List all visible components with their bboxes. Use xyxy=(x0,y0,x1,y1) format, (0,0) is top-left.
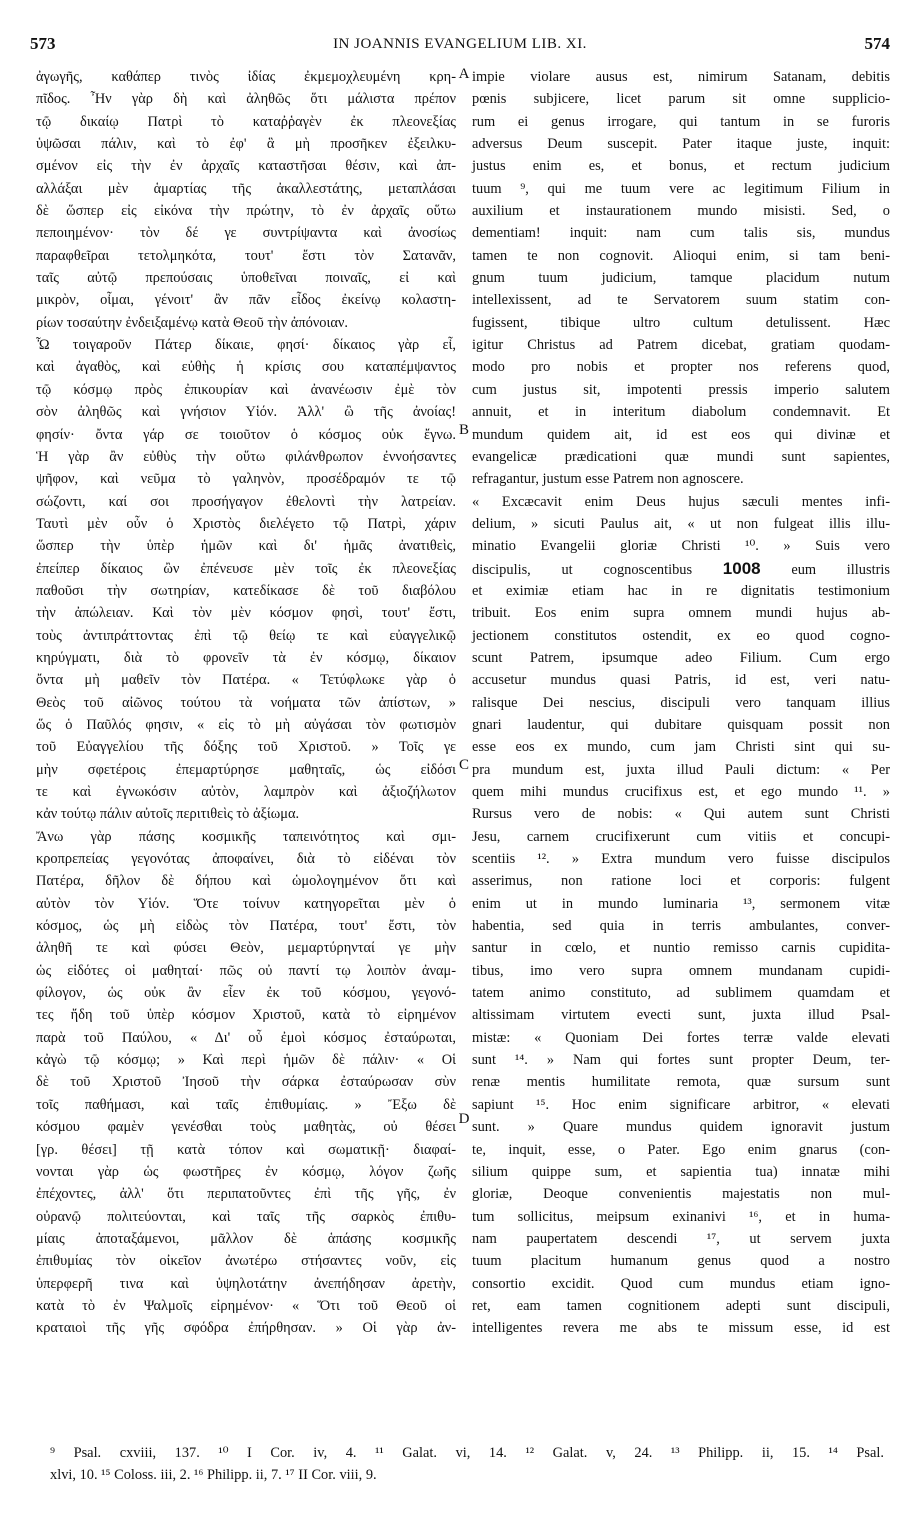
text-line: τὴν ἀπώλειαν. Καὶ τὸν μὲν κόσμον φησὶ, τουτ' ἔστι, xyxy=(36,605,456,622)
text-line: refragantur, justum esse Patrem non agnoscere. xyxy=(472,471,744,488)
text-line: igitur Christus ad Patrem dicebat, gratiam quodam- xyxy=(472,337,890,354)
text-line: ἐπιθυμίας τὸν οἰκεῖον ἀνωτέρω στήσαντες νοῦν, εἰς xyxy=(36,1253,456,1270)
text-line: σώζοντι, καί σοι προσήγαγον ἐθελοντὶ τὴν λατρείαν. xyxy=(36,493,456,510)
text-line: φίλογον, ὡς οὐκ ἂν εἶεν ἐκ τοῦ κόσμου, γεγονό- xyxy=(36,985,456,1002)
text-line: auxilium et instaurationem mundo misisti. Sed, o xyxy=(472,203,890,220)
text-line: sunt. » Quare mundus quidem ignoravit justum xyxy=(472,1119,890,1136)
text-line: παραφθεῖραι τετολμηκότα, τουτ' ἔστι τὸν Σατανᾶν, xyxy=(36,247,456,264)
text-line: κόσμου φαμὲν γενέσθαι τοὺς μαθητὰς, οὐ θέσει xyxy=(36,1119,456,1136)
text-line: gnum tuum judicium, tamque placidum nutum xyxy=(472,270,890,287)
text-line: intellexissent, ad te Servatorem suum statim con- xyxy=(472,292,890,309)
text-line: ταῖς αὐτῷ πρεπούσαις ὑποθεῖναι ποιναῖς, εἰ καὶ xyxy=(36,270,456,287)
text-line: τοῖς παθήμασι, καὶ ταῖς ἐπιθυμίαις. » Ἔξω δὲ xyxy=(36,1096,456,1113)
text-line: πῖδος. Ἦν γὰρ δὴ καὶ ἀληθῶς ὅτι μάλιστα πρέπον xyxy=(36,91,456,108)
text-line: κἀγὼ τῷ κόσμῳ; » Καὶ περὶ ἡμῶν δὲ πάλιν· « Οἱ xyxy=(36,1052,456,1069)
text-line: tribuit. Eos enim supra omnem mundi hujus ab- xyxy=(472,605,890,622)
text-line: mundum quidem ait, id est eos qui divinæ et xyxy=(472,426,890,443)
text-line: mistæ: « Quoniam Dei fortes terræ valde elevati xyxy=(472,1029,890,1046)
text-line: nam paupertatem descendi ¹⁷, ut servem juxta xyxy=(472,1230,890,1247)
text-line: altissimam virtutem evecti sunt, juxta illud Psal- xyxy=(472,1007,890,1024)
text-line: οὐρανῷ πολιτεύονται, καὶ ταῖς τῆς σαρκὸς ἐπιθυ- xyxy=(36,1208,456,1225)
text-line: ὡς εἰδότες οἱ μαθηταί· πῶς οὐ παντί τῳ λοιπὸν ἀναμ- xyxy=(36,962,456,979)
text-line: delium, » sicuti Paulus ait, « ut non fulgeat illis illu- xyxy=(472,515,890,532)
text-line: ὄντα μὴ μαθεῖν τὸν Πατέρα. « Τετύφλωκε γὰρ ὁ xyxy=(36,672,456,689)
text-line: scunt Patrem, ipsumque adeo Filium. Cum ergo xyxy=(472,649,890,666)
text-line: enim ut in mundo luminaria ¹³, sermonem vitæ xyxy=(472,895,890,912)
text-line: Ἄνω γὰρ πάσης κοσμικῆς ταπεινότητος καὶ σμι- xyxy=(36,828,456,845)
text-line: [γρ. θέσει] τῇ κατὰ τόπον καὶ σωματικῇ· διαφαί- xyxy=(36,1141,456,1158)
text-line: silium quippe sum, et sapientia tua) innatæ mihi xyxy=(472,1163,890,1180)
text-line: τοῦ Εὐαγγελίου τῆς δόξης τοῦ Χριστοῦ. » Τοῖς γε xyxy=(36,739,456,756)
text-line: αὐτὸν τὸν Υἱόν. Ὅτε τοίνυν κατηγορεῖται μὲν ὁ xyxy=(36,895,456,912)
text-line: te, inquit, esse, o Pater. Ego enim gnarus (con- xyxy=(472,1141,890,1158)
text-line: ὑπερφερῆ τινα καὶ ὑψηλοτάτην ἀνεπήδησαν ἀρετὴν, xyxy=(36,1275,456,1292)
text-line: ψῆφον, καὶ νεῦμα τὸ γαληνὸν, προσέδραμόν τε τῷ xyxy=(36,471,456,488)
text-line: ὥς ὁ Παῦλός φησιν, « εἰς τὸ μὴ αὐγάσαι τὸν φωτισμὸν xyxy=(36,716,456,733)
latin-text-column xyxy=(472,66,890,1340)
text-line: παθοῦσι τὴν σωτηρίαν, κατεδίκασε δὲ τοῦ διαβόλου xyxy=(36,582,456,599)
page-number-left: 573 xyxy=(30,34,56,53)
text-line: ἐπέχοντες, ἀλλ' ὅτι περιπατοῦντες ἐπὶ τῆς γῆς, ἐν xyxy=(36,1186,456,1203)
text-line: Jesu, carnem crucifixerunt cum vitiis et concupi- xyxy=(472,828,890,845)
text-line: νονται γὰρ ὡς φωστῆρες ἐν κόσμῳ, λόγον ζωῆς xyxy=(36,1163,456,1180)
text-line: sunt ¹⁴. » Nam qui fortes sunt propter Deum, ter- xyxy=(472,1052,890,1069)
text-line: τε καὶ ἐγνωκόσιν αὐτὸν, λαμπρὸν καὶ ἀξιοζήλωτον xyxy=(36,784,456,800)
text-line: δὲ τοῦ Χριστοῦ Ἰησοῦ τὴν σάρκα ἐσταύρωσαν σὺν xyxy=(36,1074,456,1091)
text-line: ὥσπερ τὴν ὑπὲρ ἡμῶν καὶ δι' ἡμᾶς ἀνατιθεὶς, xyxy=(36,538,456,555)
text-line: κατὰ τὸ ἐν Ψαλμοῖς εἰρημένον· « Ὅτι τοῦ Θεοῦ οἱ xyxy=(36,1297,456,1314)
text-line: ralisque Dei nescius, discipuli vero tanquam illius xyxy=(472,694,890,711)
text-line: κἀν τούτῳ πάλιν αὐτοῖς περιτιθεὶς τὸ ἀξίωμα. xyxy=(36,806,300,823)
text-line: tuum placitum humanum genus quod a nostro xyxy=(472,1253,890,1270)
text-line: justus enim es, et bonus, et rectum judicium xyxy=(472,158,890,175)
greek-text-column xyxy=(36,66,456,1340)
text-line: esse eos ex mundo, cum jam Christi sint qui su- xyxy=(472,739,890,756)
text-line: ἀληθῆ τε καὶ φύσει Θεὸν, μεμαρτύρηνταί γε μὴν xyxy=(36,940,456,957)
column-number: 1008 xyxy=(722,558,761,578)
text-line: Πατέρα, δῆλον δὲ δήπου καὶ ὡμολογημένον ὅτι καὶ xyxy=(36,873,456,890)
margin-marker-c: C xyxy=(458,757,469,773)
margin-marker-d: D xyxy=(458,1111,470,1127)
text-line: « Excæcavit enim Deus hujus sæculi mentes infi- xyxy=(472,493,890,510)
text-line: Θεὸς τοῦ αἰῶνος τούτου τὰ νοήματα τῶν ἀπίστων, » xyxy=(36,694,456,711)
text-line: sapiunt ¹⁵. Hoc enim significare arbitror, « elevati xyxy=(472,1096,890,1113)
text-line: ὑψῶσαι πάλιν, καὶ τὸ ἐφ' ἃ μὴ προσῆκεν ἐξειλκυ- xyxy=(36,136,456,153)
text-line: αλλάξαι μὲν ἁμαρτίας τῆς ἀκαλλεστάτης, μεταπλάσαι xyxy=(36,180,456,197)
text-line: intelligentes revera me abs te missum esse, id est xyxy=(472,1320,890,1337)
text-line: consortio excidit. Quod cum mundus etiam igno- xyxy=(472,1275,890,1292)
text-line: rum ei genus irrogare, qui tantum in se furoris xyxy=(472,113,890,130)
text-line: asserimus, non ratione loci et corporis: fulgent xyxy=(472,873,890,890)
text-line: ἀγωγῆς, καθάπερ τινὸς ἰδίας ἐκμεμοχλευμένη κρη- xyxy=(36,69,456,85)
text-line: evangelicæ prædicationi quæ mundi sunt sapientes, xyxy=(472,448,890,465)
running-title: IN JOANNIS EVANGELIUM LIB. XI. xyxy=(333,36,587,52)
text-line: μίαις ἀποταξάμενοι, μᾶλλον δὲ ἁπάσης κοσμικῆς xyxy=(36,1230,456,1247)
text-line: tibus, imo vero supra omnem mundanam cupidi- xyxy=(472,962,890,979)
text-line: dementiam! inquit: nam cum talis sis, mundus xyxy=(472,225,890,242)
text-line: adversus Deum suscepit. Pater itaque juste, inquit: xyxy=(472,136,890,153)
text-line: παρὰ τοῦ Παύλου, « Δι' οὗ ἐμοὶ κόσμος ἐσταύρωται, xyxy=(36,1029,456,1046)
text-line: gnari laudentur, qui dubitare quisquam possit non xyxy=(472,716,890,733)
text-line: pra mundum est, juxta illud Pauli dictum: « Per xyxy=(472,761,890,778)
text-line: renæ mentis humilitate remota, quæ sursum sunt xyxy=(472,1074,890,1091)
running-head xyxy=(30,34,890,58)
text-line: Rursus vero de nobis: « Qui autem sunt Christi xyxy=(472,806,890,823)
text-line: minatio Evangelii gloriæ Christi ¹⁰. » Suis vero xyxy=(472,538,890,555)
text-line: annuit, et in interitum diabolum condemnavit. Et xyxy=(472,404,890,421)
text-line: gloriæ, Deoque convenientis majestatis non mul- xyxy=(472,1186,890,1203)
text-line: σμένον εἰς τὴν ἐν ἀρχαῖς καταστῆσαι θέσιν, καὶ ἀπ- xyxy=(36,158,456,175)
text-line: pœnis subjicere, licet parum sit omne supplicio- xyxy=(472,91,890,108)
text-line: Ὦ τοιγαροῦν Πάτερ δίκαιε, φησί· δίκαιος γὰρ εἶ, xyxy=(36,337,456,354)
text-line: jectionem constitutos ostendit, ex eo quod cogno- xyxy=(472,627,890,644)
text-line: κηρύγματι, διὰ τὸ φρονεῖν τὰ ἐν κόσμῳ, δίκαιον xyxy=(36,649,456,666)
text-line: tamen te non cognovit. Alioqui enim, si tam beni- xyxy=(472,247,890,264)
text-line: modo pro nobis et propter nos referens quod, xyxy=(472,359,890,376)
text-line: τες ἤδη τοῦ ὑπὲρ κόσμον Χριστοῦ, κατὰ τὸ εἰρημένον xyxy=(36,1007,456,1024)
text-line: καὶ ἀγαθὸς, καὶ εὐθὴς ἡ κρίσις σου καταπέμψαντος xyxy=(36,359,456,376)
text-line: tuum ⁹, qui me tuum vere ac legitimum Filium in xyxy=(472,180,890,197)
text-line: tatem animo constituto, ad sublimem quamdam et xyxy=(472,985,890,1002)
text-line: τῷ δικαίῳ Πατρὶ τὸ καταῤῥαγὲν ἐκ πλεονεξίας xyxy=(36,113,456,130)
text-line: δὲ ὥσπερ εἰς εἰκόνα τὴν πρώτην, τὸ ἐν ἀρχαῖς οὕτω xyxy=(36,203,456,220)
text-line: κραταιοὶ τῆς γῆς σφόδρα ἐπήρθησαν. » Οἱ γὰρ ἀν- xyxy=(36,1320,456,1337)
text-line: κόσμος, ὡς μὴ εἰδὼς τὸν Πατέρα, τουτ' ἔστι, τὸν xyxy=(36,918,456,935)
text-line: scentiis ¹². » Extra mundum vero fuisse discipulos xyxy=(472,851,890,868)
page-number-right: 574 xyxy=(864,34,890,53)
text-line: μὴν σφετέροις ἐπεμαρτύρησε μαθηταῖς, ὡς εἰδόσι xyxy=(36,761,456,778)
text-line: σὸν ἀληθῶς καὶ γνήσιον Υἱόν. Ἀλλ' ὢ τῆς ἀνοίας! xyxy=(36,404,456,421)
text-line: ρίων τοσαύτην ἐνδειξαμένῳ κατὰ Θεοῦ τὴν ἀπόνοιαν. xyxy=(36,314,349,331)
text-line: τῷ κόσμῳ πρὸς ἐπικουρίαν καὶ ἀνανέωσιν ἐμὲ τὸν xyxy=(36,381,456,398)
text-line: μικρὸν, οἶμαι, γένοιτ' ἂν πᾶν εἶδος ἐκείνῳ κολαστη- xyxy=(36,292,456,309)
text-line: santur in cœlo, et nuntio remisso carnis cupidita- xyxy=(472,940,890,957)
text-line: tum sollicitus, meipsum exinanivi ¹⁶, et in huma- xyxy=(472,1208,890,1225)
text-line: πεποιημένον· τὸν δέ γε συντρίψαντα καὶ ἀνοσίως xyxy=(36,225,456,242)
text-line: τοὺς ἀντιπράττοντας ἐπὶ τῷ θείῳ τε καὶ εὐαγγελικῷ xyxy=(36,627,456,644)
text-line: cum justus sit, impotenti pressis imperio salutem xyxy=(472,381,890,398)
margin-marker-a: A xyxy=(458,66,470,82)
text-line: accusetur mundus quasi Patris, id est, veri natu- xyxy=(472,672,890,689)
text-line: ret, eam tamen cognitionem adepti sunt discipuli, xyxy=(472,1297,890,1314)
text-line: φησίν· ὄντα γάρ σε τοιοῦτον ὁ κόσμος οὐκ ἔγνω. xyxy=(36,426,456,443)
text-line: κροπρεπείας γεγονότας ἀποφαίνει, διὰ τὸ εἰδέναι τὸν xyxy=(36,851,456,868)
text-line: Ταυτὶ μὲν οὖν ὁ Χριστὸς διελέγετο τῷ Πατρὶ, χάριν xyxy=(36,515,456,532)
text-line: Ἡ γὰρ ἂν εὐθὺς τὴν οὕτω φιλάνθρωπον ἐννοήσαντες xyxy=(36,448,456,465)
footnote-line: xlvi, 10. ¹⁵ Coloss. iii, 2. ¹⁶ Philipp. ii, 7. ¹⁷ II Cor. viii, 9. xyxy=(50,1467,377,1483)
text-line: discipulis, ut cognoscentibus 1008 eum illustris xyxy=(472,558,890,578)
footnotes xyxy=(50,1442,884,1486)
footnote-line: ⁹ Psal. cxviii, 137. ¹⁰ I Cor. iv, 4. ¹¹ Galat. vi, 14. ¹² Galat. v, 24. ¹³ Philipp. ii, 15. ¹⁴ Psal. xyxy=(50,1445,884,1461)
text-line: habentia, sed quia in terris ambulantes, conver- xyxy=(472,918,890,935)
text-line: impie violare ausus est, nimirum Satanam, debitis xyxy=(472,69,890,85)
text-line: et eximiæ etiam hac in re dignitatis testimonium xyxy=(472,582,890,599)
text-line: ἐπείπερ δίκαιος ὢν ἐπένευσε μὲν τοῖς ἐκ πλεονεξίας xyxy=(36,560,456,577)
margin-marker-b: B xyxy=(458,422,469,438)
text-line: quem mihi mundus crucifixus est, et ego mundo ¹¹. » xyxy=(472,784,890,800)
text-line: fugissent, tibique ultro cultum detulissent. Hæc xyxy=(472,314,890,331)
